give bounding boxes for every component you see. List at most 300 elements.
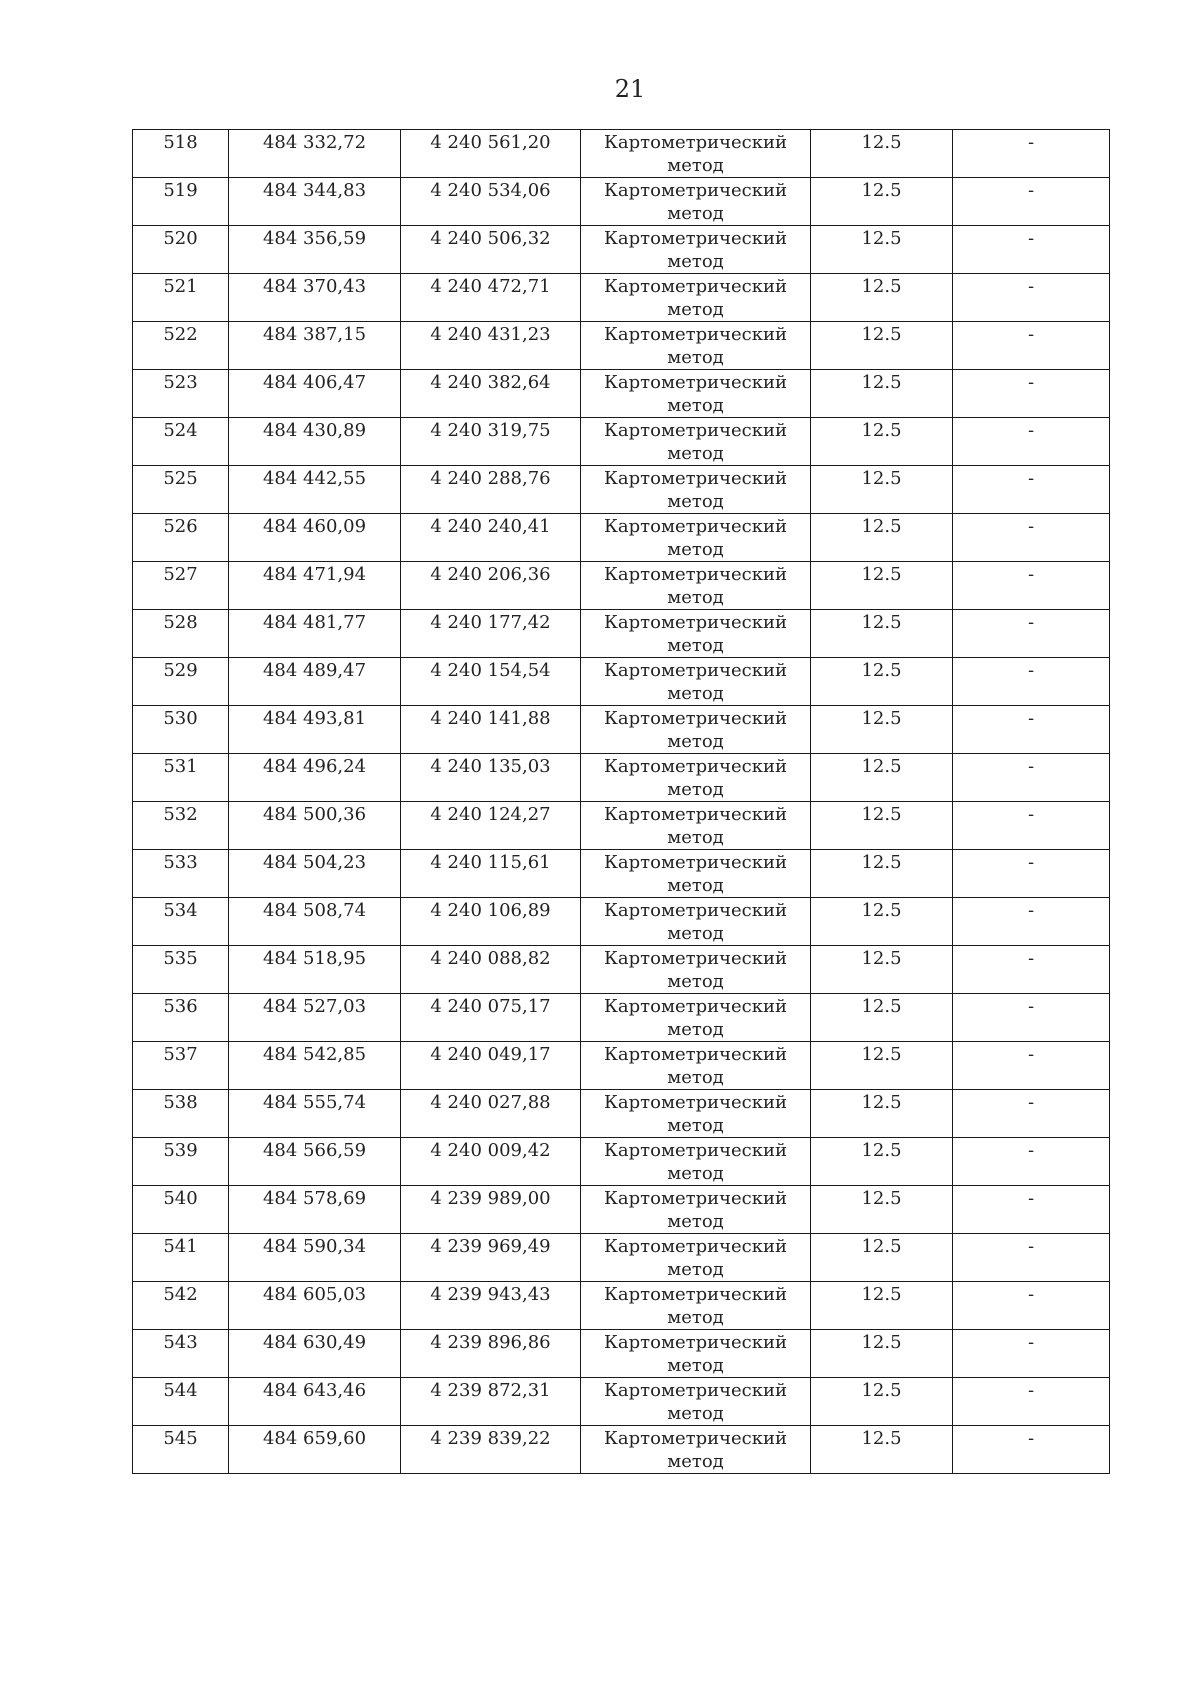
method-line-1: Картометрический [604,660,787,681]
method-line-1: Картометрический [604,1236,787,1257]
coordinate-y: 4 240 506,32 [430,228,551,249]
accuracy-cell [811,370,953,418]
note-cell [953,1234,1110,1282]
table-row [133,754,1110,802]
method-line-2: метод [667,635,724,656]
note-cell [953,850,1110,898]
coordinate-y-cell [401,466,581,514]
method-line-2: метод [667,251,724,272]
method-line-2: метод [667,1403,724,1424]
accuracy-cell [811,466,953,514]
point-number-cell [133,1138,229,1186]
point-number: 528 [163,612,198,633]
point-number: 534 [163,900,198,921]
point-number: 518 [163,132,198,153]
coordinate-x: 484 370,43 [262,276,367,297]
note-cell [953,562,1110,610]
coordinate-y: 4 239 943,43 [430,1284,551,1305]
table-row [133,226,1110,274]
point-number: 541 [163,1236,198,1257]
accuracy: 12.5 [861,1428,902,1449]
accuracy-cell [811,1426,953,1474]
coordinate-y-cell [401,1042,581,1090]
table-row [133,610,1110,658]
accuracy-cell [811,178,953,226]
method-cell [581,658,811,706]
coordinate-y-cell [401,610,581,658]
method-cell [581,514,811,562]
accuracy: 12.5 [861,756,902,777]
note-cell [953,226,1110,274]
coordinate-x: 484 542,85 [262,1044,367,1065]
note-cell [953,706,1110,754]
coordinate-y-cell [401,1282,581,1330]
accuracy: 12.5 [861,1044,902,1065]
method-cell [581,466,811,514]
coordinate-x: 484 566,59 [262,1140,367,1161]
point-number-cell [133,1330,229,1378]
coordinate-y-cell [401,1426,581,1474]
method-cell [581,994,811,1042]
coordinate-x: 484 630,49 [262,1332,367,1353]
method-line-1: Картометрический [604,612,787,633]
coordinate-x: 484 555,74 [262,1092,367,1113]
accuracy: 12.5 [861,276,902,297]
method-cell [581,610,811,658]
method-line-2: метод [667,491,724,512]
point-number-cell [133,322,229,370]
accuracy-cell [811,946,953,994]
point-number-cell [133,658,229,706]
coordinate-y: 4 240 124,27 [430,804,551,825]
table-row [133,322,1110,370]
coordinate-y: 4 240 240,41 [430,516,551,537]
point-number: 521 [163,276,198,297]
accuracy-cell [811,994,953,1042]
table-row [133,178,1110,226]
coordinate-y-cell [401,994,581,1042]
coordinate-y: 4 240 154,54 [430,660,551,681]
coordinate-x-cell [229,1282,401,1330]
accuracy-cell [811,1378,953,1426]
point-number-cell [133,706,229,754]
note: - [1027,852,1035,873]
coordinate-x-cell [229,850,401,898]
note: - [1027,132,1035,153]
accuracy: 12.5 [861,660,902,681]
point-number-cell [133,130,229,178]
coordinate-x: 484 387,15 [262,324,367,345]
method-line-1: Картометрический [604,708,787,729]
coordinate-x-cell [229,562,401,610]
method-line-1: Картометрический [604,132,787,153]
coordinate-y-cell [401,850,581,898]
method-cell [581,226,811,274]
method-line-1: Картометрический [604,948,787,969]
point-number: 531 [163,756,198,777]
coordinate-y-cell [401,1330,581,1378]
note-cell [953,946,1110,994]
coordinate-x-cell [229,1138,401,1186]
point-number-cell [133,370,229,418]
accuracy-cell [811,706,953,754]
coordinate-y: 4 240 009,42 [430,1140,551,1161]
method-line-2: метод [667,539,724,560]
coordinate-x: 484 442,55 [262,468,367,489]
coordinate-y-cell [401,946,581,994]
table-row [133,1234,1110,1282]
coordinate-x: 484 605,03 [262,1284,367,1305]
method-cell [581,1090,811,1138]
accuracy-cell [811,322,953,370]
note-cell [953,514,1110,562]
accuracy: 12.5 [861,180,902,201]
method-line-2: метод [667,731,724,752]
note: - [1027,948,1035,969]
method-line-2: метод [667,587,724,608]
coordinate-y: 4 240 088,82 [430,948,551,969]
coordinate-y: 4 240 115,61 [430,852,551,873]
table-row [133,562,1110,610]
point-number-cell [133,802,229,850]
point-number: 545 [163,1428,198,1449]
table-row [133,706,1110,754]
method-line-1: Картометрический [604,1284,787,1305]
table-row [133,994,1110,1042]
accuracy: 12.5 [861,228,902,249]
note: - [1027,180,1035,201]
method-cell [581,1282,811,1330]
method-line-2: метод [667,347,724,368]
coordinate-x: 484 508,74 [262,900,367,921]
table-row [133,1090,1110,1138]
coordinate-x-cell [229,1426,401,1474]
coordinate-y-cell [401,130,581,178]
point-number-cell [133,226,229,274]
accuracy-cell [811,802,953,850]
method-line-1: Картометрический [604,324,787,345]
method-line-2: метод [667,443,724,464]
accuracy: 12.5 [861,1236,902,1257]
coordinate-y-cell [401,754,581,802]
coordinate-x-cell [229,994,401,1042]
method-line-2: метод [667,923,724,944]
accuracy-cell [811,514,953,562]
note: - [1027,1284,1035,1305]
point-number: 536 [163,996,198,1017]
coordinate-x: 484 481,77 [262,612,367,633]
note: - [1027,756,1035,777]
coordinate-y-cell [401,1090,581,1138]
note: - [1027,420,1035,441]
coordinate-y: 4 240 027,88 [430,1092,551,1113]
method-line-2: метод [667,1259,724,1280]
note-cell [953,130,1110,178]
method-line-1: Картометрический [604,276,787,297]
coordinate-x-cell [229,946,401,994]
accuracy-cell [811,610,953,658]
coordinate-y-cell [401,322,581,370]
method-cell [581,754,811,802]
coordinate-y: 4 240 135,03 [430,756,551,777]
method-line-1: Картометрический [604,516,787,537]
point-number: 527 [163,564,198,585]
note: - [1027,1188,1035,1209]
method-line-2: метод [667,1451,724,1472]
coordinate-x-cell [229,1090,401,1138]
point-number-cell [133,274,229,322]
accuracy: 12.5 [861,1092,902,1113]
method-line-1: Картометрический [604,180,787,201]
accuracy: 12.5 [861,852,902,873]
coordinate-x-cell [229,898,401,946]
method-line-2: метод [667,1163,724,1184]
method-line-2: метод [667,299,724,320]
table-row [133,274,1110,322]
accuracy: 12.5 [861,1380,902,1401]
coordinate-y: 4 239 872,31 [430,1380,551,1401]
page-number: 21 [614,75,646,103]
note-cell [953,1042,1110,1090]
method-cell [581,1330,811,1378]
accuracy: 12.5 [861,468,902,489]
method-cell [581,1138,811,1186]
point-number: 525 [163,468,198,489]
table-row [133,658,1110,706]
coordinate-x-cell [229,1330,401,1378]
coordinate-y-cell [401,898,581,946]
accuracy: 12.5 [861,372,902,393]
coordinate-x: 484 356,59 [262,228,367,249]
coordinate-x: 484 659,60 [262,1428,367,1449]
method-line-1: Картометрический [604,1092,787,1113]
accuracy-cell [811,562,953,610]
point-number: 540 [163,1188,198,1209]
note-cell [953,658,1110,706]
point-number-cell [133,898,229,946]
method-line-1: Картометрический [604,1428,787,1449]
accuracy-cell [811,1090,953,1138]
point-number-cell [133,514,229,562]
coordinate-y: 4 240 534,06 [430,180,551,201]
coordinate-x-cell [229,1186,401,1234]
method-line-1: Картометрический [604,372,787,393]
method-line-1: Картометрический [604,228,787,249]
accuracy-cell [811,658,953,706]
method-cell [581,274,811,322]
point-number: 539 [163,1140,198,1161]
note: - [1027,1332,1035,1353]
accuracy-cell [811,226,953,274]
method-line-1: Картометрический [604,1140,787,1161]
coordinate-x: 484 344,83 [262,180,367,201]
coordinate-x-cell [229,466,401,514]
table-row [133,370,1110,418]
point-number-cell [133,466,229,514]
accuracy: 12.5 [861,948,902,969]
point-number-cell [133,1282,229,1330]
accuracy: 12.5 [861,996,902,1017]
method-line-2: метод [667,875,724,896]
point-number: 522 [163,324,198,345]
coordinate-y-cell [401,802,581,850]
note: - [1027,612,1035,633]
point-number: 543 [163,1332,198,1353]
table-row [133,418,1110,466]
note: - [1027,1044,1035,1065]
coordinate-x-cell [229,226,401,274]
note-cell [953,274,1110,322]
coordinate-y-cell [401,1186,581,1234]
coordinates-table [132,129,1110,1474]
point-number-cell [133,946,229,994]
point-number: 524 [163,420,198,441]
coordinate-y: 4 240 561,20 [430,132,551,153]
accuracy-cell [811,1282,953,1330]
coordinate-x-cell [229,1234,401,1282]
method-line-2: метод [667,395,724,416]
method-line-1: Картометрический [604,804,787,825]
table-body [133,130,1110,1474]
accuracy: 12.5 [861,612,902,633]
point-number-cell [133,1234,229,1282]
method-cell [581,706,811,754]
method-line-2: метод [667,1067,724,1088]
accuracy: 12.5 [861,564,902,585]
coordinate-x-cell [229,802,401,850]
point-number: 544 [163,1380,198,1401]
note: - [1027,1092,1035,1113]
coordinate-x-cell [229,1042,401,1090]
note: - [1027,1380,1035,1401]
method-cell [581,418,811,466]
accuracy: 12.5 [861,1140,902,1161]
method-cell [581,562,811,610]
point-number: 530 [163,708,198,729]
table-row [133,1426,1110,1474]
method-line-2: метод [667,1355,724,1376]
note-cell [953,994,1110,1042]
coordinate-x: 484 527,03 [262,996,367,1017]
note: - [1027,564,1035,585]
note-cell [953,322,1110,370]
note: - [1027,1140,1035,1161]
table-row [133,466,1110,514]
accuracy-cell [811,418,953,466]
point-number-cell [133,1378,229,1426]
method-line-1: Картометрический [604,756,787,777]
coordinate-x: 484 590,34 [262,1236,367,1257]
accuracy-cell [811,1186,953,1234]
point-number: 529 [163,660,198,681]
coordinate-x-cell [229,370,401,418]
coordinate-y-cell [401,658,581,706]
table-row [133,130,1110,178]
method-cell [581,1186,811,1234]
accuracy-cell [811,1234,953,1282]
table-row [133,514,1110,562]
table-row [133,1330,1110,1378]
method-line-1: Картометрический [604,564,787,585]
note: - [1027,372,1035,393]
method-line-2: метод [667,971,724,992]
method-line-1: Картометрический [604,1044,787,1065]
coordinate-y: 4 240 472,71 [430,276,551,297]
table-row [133,1042,1110,1090]
note: - [1027,276,1035,297]
point-number: 523 [163,372,198,393]
method-line-2: метод [667,155,724,176]
coordinate-y-cell [401,418,581,466]
coordinate-x: 484 406,47 [262,372,367,393]
table-row [133,850,1110,898]
method-line-1: Картометрический [604,1380,787,1401]
point-number-cell [133,178,229,226]
point-number: 520 [163,228,198,249]
note-cell [953,610,1110,658]
coordinate-y: 4 240 319,75 [430,420,551,441]
accuracy: 12.5 [861,804,902,825]
coordinate-x: 484 493,81 [262,708,367,729]
note-cell [953,1090,1110,1138]
coordinate-y-cell [401,514,581,562]
coordinate-x: 484 496,24 [262,756,367,777]
point-number-cell [133,610,229,658]
table-row [133,1138,1110,1186]
coordinate-y: 4 240 049,17 [430,1044,551,1065]
table-row [133,1378,1110,1426]
method-cell [581,178,811,226]
note-cell [953,466,1110,514]
coordinate-y-cell [401,370,581,418]
note: - [1027,900,1035,921]
accuracy: 12.5 [861,132,902,153]
note-cell [953,898,1110,946]
accuracy: 12.5 [861,900,902,921]
coordinate-y-cell [401,1378,581,1426]
table-row [133,898,1110,946]
note-cell [953,1330,1110,1378]
method-line-2: метод [667,1211,724,1232]
coordinate-x-cell [229,274,401,322]
method-line-2: метод [667,1115,724,1136]
coordinate-y: 4 240 382,64 [430,372,551,393]
point-number: 533 [163,852,198,873]
coordinate-y: 4 240 206,36 [430,564,551,585]
method-cell [581,898,811,946]
accuracy-cell [811,850,953,898]
accuracy: 12.5 [861,324,902,345]
coordinate-x: 484 489,47 [262,660,367,681]
note-cell [953,802,1110,850]
point-number: 519 [163,180,198,201]
coordinate-y: 4 240 431,23 [430,324,551,345]
note: - [1027,660,1035,681]
method-cell [581,946,811,994]
note: - [1027,324,1035,345]
note-cell [953,1378,1110,1426]
table-row [133,946,1110,994]
accuracy-cell [811,754,953,802]
coordinate-x: 484 518,95 [262,948,367,969]
note-cell [953,370,1110,418]
coordinate-y: 4 239 896,86 [430,1332,551,1353]
point-number: 542 [163,1284,198,1305]
note-cell [953,1282,1110,1330]
coordinate-x-cell [229,418,401,466]
method-cell [581,1426,811,1474]
coordinate-x: 484 643,46 [262,1380,367,1401]
